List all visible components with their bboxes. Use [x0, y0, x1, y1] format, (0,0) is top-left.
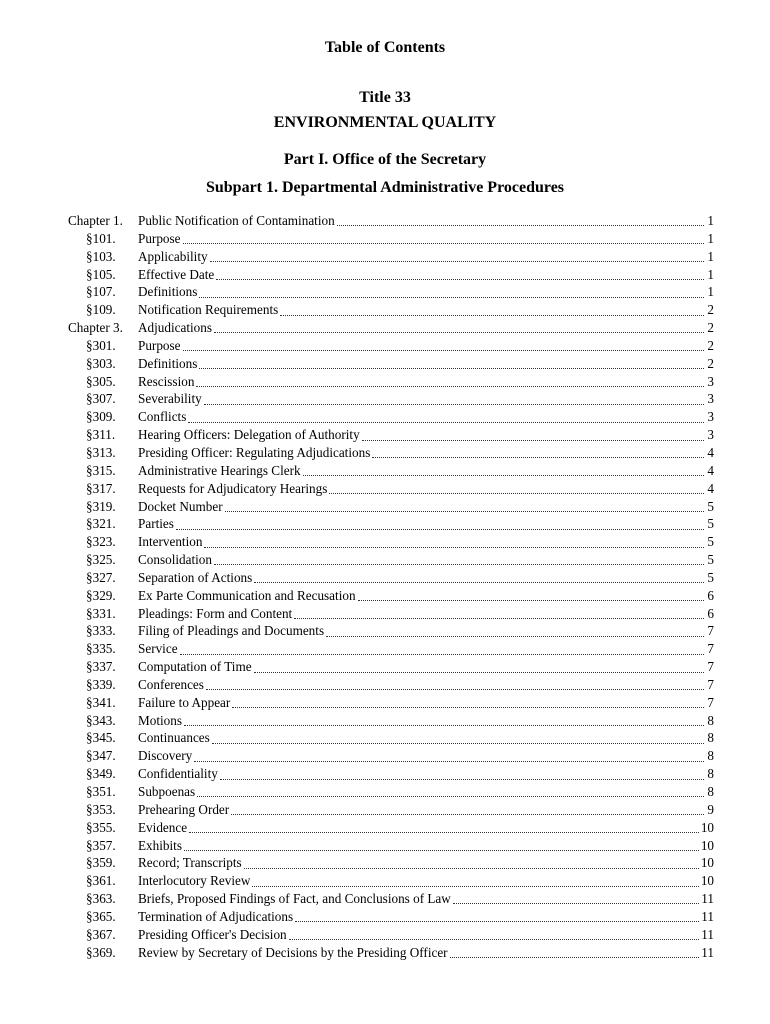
toc-section-row — [68, 515, 714, 533]
toc-section-row — [68, 551, 714, 569]
toc-section-row — [68, 694, 714, 712]
toc-entry-label: §311. — [86, 427, 116, 443]
toc-entry-label: §341. — [86, 694, 116, 710]
dot-leader — [295, 917, 699, 922]
toc-entry-page: 7 — [707, 694, 714, 710]
toc-entry-page: 11 — [701, 891, 714, 907]
toc-entry-label: §357. — [86, 837, 116, 853]
toc-section-row — [68, 622, 714, 640]
toc-entry-title: Definitions — [138, 284, 198, 300]
toc-entry-title: Continuances — [138, 730, 210, 746]
toc-entry-label: §359. — [86, 855, 116, 871]
toc-entry-page: 5 — [707, 516, 714, 532]
dot-leader — [362, 436, 704, 441]
toc-entry-page: 6 — [707, 605, 714, 621]
toc-entry-label: §329. — [86, 587, 116, 603]
toc-entry-title: Record; Transcripts — [138, 855, 242, 871]
toc-entry-page: 11 — [701, 926, 714, 942]
toc-entry-page: 8 — [707, 712, 714, 728]
title-name: ENVIRONMENTAL QUALITY — [273, 114, 497, 131]
toc-entry-title: Subpoenas — [138, 784, 196, 799]
toc-section-row — [68, 355, 714, 373]
toc-entry-title: Intervention — [138, 534, 203, 550]
toc-section-row — [68, 480, 714, 498]
toc-section-row — [68, 266, 714, 284]
toc-entry-label: §101. — [86, 230, 116, 246]
toc-entry-title: Conflicts — [138, 409, 187, 425]
toc-entry-label: §315. — [86, 462, 116, 478]
toc-entry-page: 2 — [707, 355, 714, 371]
toc-entry-page: 3 — [707, 409, 714, 425]
dot-leader — [194, 757, 704, 762]
toc-entry-page: 8 — [707, 730, 714, 746]
toc-entry-title: Failure to Appear — [138, 694, 231, 710]
toc-entry-label: §309. — [86, 409, 116, 425]
toc-entry-page: 7 — [707, 659, 714, 675]
toc-entry-page: 5 — [707, 552, 714, 568]
dot-leader — [220, 775, 704, 780]
toc-entry-label: §313. — [86, 444, 116, 460]
toc-entry-title: Computation of Time — [138, 659, 252, 675]
toc-section-row — [68, 426, 714, 444]
part-heading: Part I. Office of the Secretary — [283, 151, 487, 168]
toc-entry-title: Termination of Adjudications — [138, 908, 294, 924]
dot-leader — [188, 418, 704, 423]
toc-entry-page: 7 — [707, 623, 714, 639]
subpart-heading: Subpart 1. Departmental Administrative Procedures — [205, 179, 565, 196]
toc-heading: Table of Contents — [324, 39, 446, 56]
toc-section-row — [68, 837, 714, 855]
dot-leader — [180, 650, 704, 655]
toc-entry-title: Motions — [138, 712, 182, 728]
toc-entry-label: §331. — [86, 605, 116, 621]
toc-entry-label: §361. — [86, 873, 116, 889]
dot-leader — [204, 400, 704, 405]
toc-section-row — [68, 801, 714, 819]
toc-entry-label: §307. — [86, 391, 116, 407]
toc-entry-label: §363. — [86, 891, 116, 907]
toc-section-row — [68, 890, 714, 908]
toc-entry-page: 2 — [707, 337, 714, 353]
toc-section-row — [68, 819, 714, 837]
dot-leader — [199, 364, 704, 369]
dot-leader — [216, 275, 704, 280]
toc-section-row — [68, 908, 714, 926]
dot-leader — [212, 739, 704, 744]
toc-section-row — [68, 712, 714, 730]
toc-entry-label: §321. — [86, 516, 116, 532]
dot-leader — [197, 792, 704, 797]
toc-entry-title: Service — [138, 641, 178, 657]
toc-entry-page: 3 — [707, 427, 714, 443]
title-number: Title 33 — [359, 89, 411, 106]
toc-entry-label: §319. — [86, 498, 116, 514]
toc-entry-page: 4 — [707, 462, 714, 478]
dot-leader — [232, 703, 704, 708]
toc-entry-title: Review by Secretary of Decisions by the Presiding Officer — [138, 944, 448, 960]
dot-leader — [289, 935, 700, 940]
toc-entry-label: §109. — [86, 302, 116, 318]
toc-section-row — [68, 605, 714, 623]
toc-section-row — [68, 390, 714, 408]
toc-section-row — [68, 658, 714, 676]
dot-leader — [329, 489, 704, 494]
toc-section-row — [68, 765, 714, 783]
toc-entry-title: Purpose — [138, 230, 181, 246]
toc-entry-title: Requests for Adjudicatory Hearings — [138, 480, 328, 496]
toc-section-row — [68, 230, 714, 248]
toc-section-row — [68, 676, 714, 694]
dot-leader — [214, 328, 704, 333]
toc-entry-label: §301. — [86, 337, 116, 353]
toc-section-row — [68, 283, 714, 301]
dot-leader — [184, 846, 699, 851]
toc-section-row — [68, 408, 714, 426]
toc-entry-title: Effective Date — [138, 266, 215, 282]
toc-entry-label: §365. — [86, 908, 116, 924]
toc-entry-label: §339. — [86, 676, 116, 692]
toc-entry-title: Ex Parte Communication and Recusation — [138, 587, 356, 603]
dot-leader — [231, 810, 704, 815]
dot-leader — [372, 453, 704, 458]
toc-entry-page: 2 — [707, 302, 714, 318]
toc-section-row — [68, 854, 714, 872]
dot-leader — [358, 596, 704, 601]
toc-entry-page: 10 — [700, 873, 714, 889]
dot-leader — [326, 632, 704, 637]
toc-entry-page: 11 — [701, 908, 714, 924]
toc-entry-title: Adjudications — [138, 320, 212, 336]
table-of-contents — [68, 212, 714, 961]
toc-section-row — [68, 462, 714, 480]
toc-entry-title: Confidentiality — [138, 766, 218, 782]
toc-entry-label: §353. — [86, 801, 116, 817]
toc-entry-title: Briefs, Proposed Findings of Fact, and Conclusions of Law — [138, 891, 451, 907]
dot-leader — [183, 346, 705, 351]
dot-leader — [210, 257, 704, 262]
toc-section-row — [68, 729, 714, 747]
toc-entry-label: §325. — [86, 552, 116, 568]
dot-leader — [184, 721, 704, 726]
dot-leader — [453, 899, 699, 904]
toc-entry-label: §367. — [86, 926, 116, 942]
dot-leader — [204, 543, 704, 548]
toc-entry-label: §335. — [86, 641, 116, 657]
toc-entry-label: §323. — [86, 534, 116, 550]
dot-leader — [189, 828, 699, 833]
toc-chapter-row — [68, 212, 714, 230]
toc-chapter-row — [68, 319, 714, 337]
toc-section-row — [68, 248, 714, 266]
toc-entry-title: Prehearing Order — [138, 801, 230, 817]
toc-entry-label: §345. — [86, 730, 116, 746]
toc-entry-label: §337. — [86, 659, 116, 675]
dot-leader — [225, 507, 704, 512]
toc-entry-title: Definitions — [138, 355, 198, 371]
toc-entry-label: §349. — [86, 766, 116, 782]
toc-entry-page: 4 — [707, 480, 714, 496]
toc-entry-label: §105. — [86, 266, 116, 282]
toc-entry-title: Administrative Hearings Clerk — [138, 462, 301, 478]
dot-leader — [183, 239, 705, 244]
toc-entry-page: 9 — [707, 801, 714, 817]
toc-section-row — [68, 533, 714, 551]
toc-section-row — [68, 301, 714, 319]
toc-entry-label: §303. — [86, 355, 116, 371]
toc-entry-title: Docket Number — [138, 498, 223, 514]
toc-entry-label: §351. — [86, 784, 116, 799]
toc-entry-title: Evidence — [138, 819, 188, 835]
dot-leader — [294, 614, 704, 619]
toc-section-row — [68, 569, 714, 587]
toc-entry-title: Parties — [138, 516, 174, 532]
dot-leader — [280, 311, 704, 316]
toc-section-row — [68, 587, 714, 605]
toc-section-row — [68, 498, 714, 516]
toc-entry-title: Notification Requirements — [138, 302, 279, 318]
toc-entry-page: 5 — [707, 569, 714, 585]
toc-entry-title: Presiding Officer: Regulating Adjudications — [138, 444, 371, 460]
toc-entry-page: 1 — [707, 284, 714, 300]
dot-leader — [252, 882, 698, 887]
toc-section-row — [68, 926, 714, 944]
toc-entry-page: 8 — [707, 748, 714, 764]
toc-entry-label: §369. — [86, 944, 116, 960]
toc-entry-page: 1 — [707, 266, 714, 282]
toc-section-row — [68, 444, 714, 462]
dot-leader — [303, 471, 704, 476]
dot-leader — [244, 864, 699, 869]
dot-leader — [254, 578, 704, 583]
toc-section-row — [68, 747, 714, 765]
toc-entry-page: 10 — [700, 855, 714, 871]
toc-entry-page: 1 — [707, 248, 714, 264]
toc-entry-title: Presiding Officer's Decision — [138, 926, 287, 942]
toc-entry-label: §103. — [86, 248, 116, 264]
toc-entry-title: Discovery — [138, 748, 193, 764]
dot-leader — [254, 668, 704, 673]
toc-entry-page: 8 — [707, 784, 714, 799]
toc-entry-page: 3 — [707, 373, 714, 389]
toc-entry-page: 5 — [707, 498, 714, 514]
dot-leader — [196, 382, 704, 387]
toc-entry-page: 10 — [700, 837, 714, 853]
toc-entry-page: 1 — [707, 213, 714, 228]
toc-section-row — [68, 872, 714, 890]
toc-entry-title: Filing of Pleadings and Documents — [138, 623, 325, 639]
dot-leader — [337, 221, 704, 226]
toc-entry-title: Interlocutory Review — [138, 873, 251, 889]
dot-leader — [176, 525, 704, 530]
toc-entry-page: 5 — [707, 534, 714, 550]
toc-section-row — [68, 783, 714, 801]
toc-entry-page: 7 — [707, 676, 714, 692]
toc-section-row — [68, 373, 714, 391]
toc-entry-label: §327. — [86, 569, 116, 585]
toc-entry-title: Pleadings: Form and Content — [138, 605, 293, 621]
toc-entry-page: 7 — [707, 641, 714, 657]
toc-entry-label: §333. — [86, 623, 116, 639]
toc-entry-label: Chapter 1. — [68, 213, 123, 228]
toc-section-row — [68, 337, 714, 355]
toc-section-row — [68, 640, 714, 658]
toc-entry-title: Conferences — [138, 676, 204, 692]
toc-entry-title: Consolidation — [138, 552, 212, 568]
toc-entry-label: Chapter 3. — [68, 320, 123, 336]
toc-entry-page: 1 — [707, 230, 714, 246]
toc-entry-page: 10 — [700, 819, 714, 835]
toc-entry-label: §107. — [86, 284, 116, 300]
dot-leader — [214, 560, 704, 565]
toc-entry-label: §355. — [86, 819, 116, 835]
toc-entry-title: Public Notification of Contamination — [138, 213, 335, 228]
toc-section-row — [68, 944, 714, 962]
toc-entry-page: 11 — [701, 944, 714, 960]
toc-entry-page: 4 — [707, 444, 714, 460]
toc-entry-page: 6 — [707, 587, 714, 603]
toc-entry-title: Hearing Officers: Delegation of Authority — [138, 427, 360, 443]
toc-entry-label: §343. — [86, 712, 116, 728]
toc-entry-title: Severability — [138, 391, 202, 407]
toc-entry-title: Purpose — [138, 337, 181, 353]
dot-leader — [450, 953, 700, 958]
toc-entry-title: Exhibits — [138, 837, 182, 853]
toc-entry-title: Rescission — [138, 373, 195, 389]
toc-entry-label: §305. — [86, 373, 116, 389]
toc-entry-page: 3 — [707, 391, 714, 407]
dot-leader — [199, 293, 704, 298]
toc-entry-label: §317. — [86, 480, 116, 496]
dot-leader — [206, 685, 704, 690]
toc-entry-title: Applicability — [138, 248, 208, 264]
toc-entry-label: §347. — [86, 748, 116, 764]
toc-entry-page: 8 — [707, 766, 714, 782]
toc-entry-title: Separation of Actions — [138, 569, 253, 585]
toc-entry-page: 2 — [707, 320, 714, 336]
